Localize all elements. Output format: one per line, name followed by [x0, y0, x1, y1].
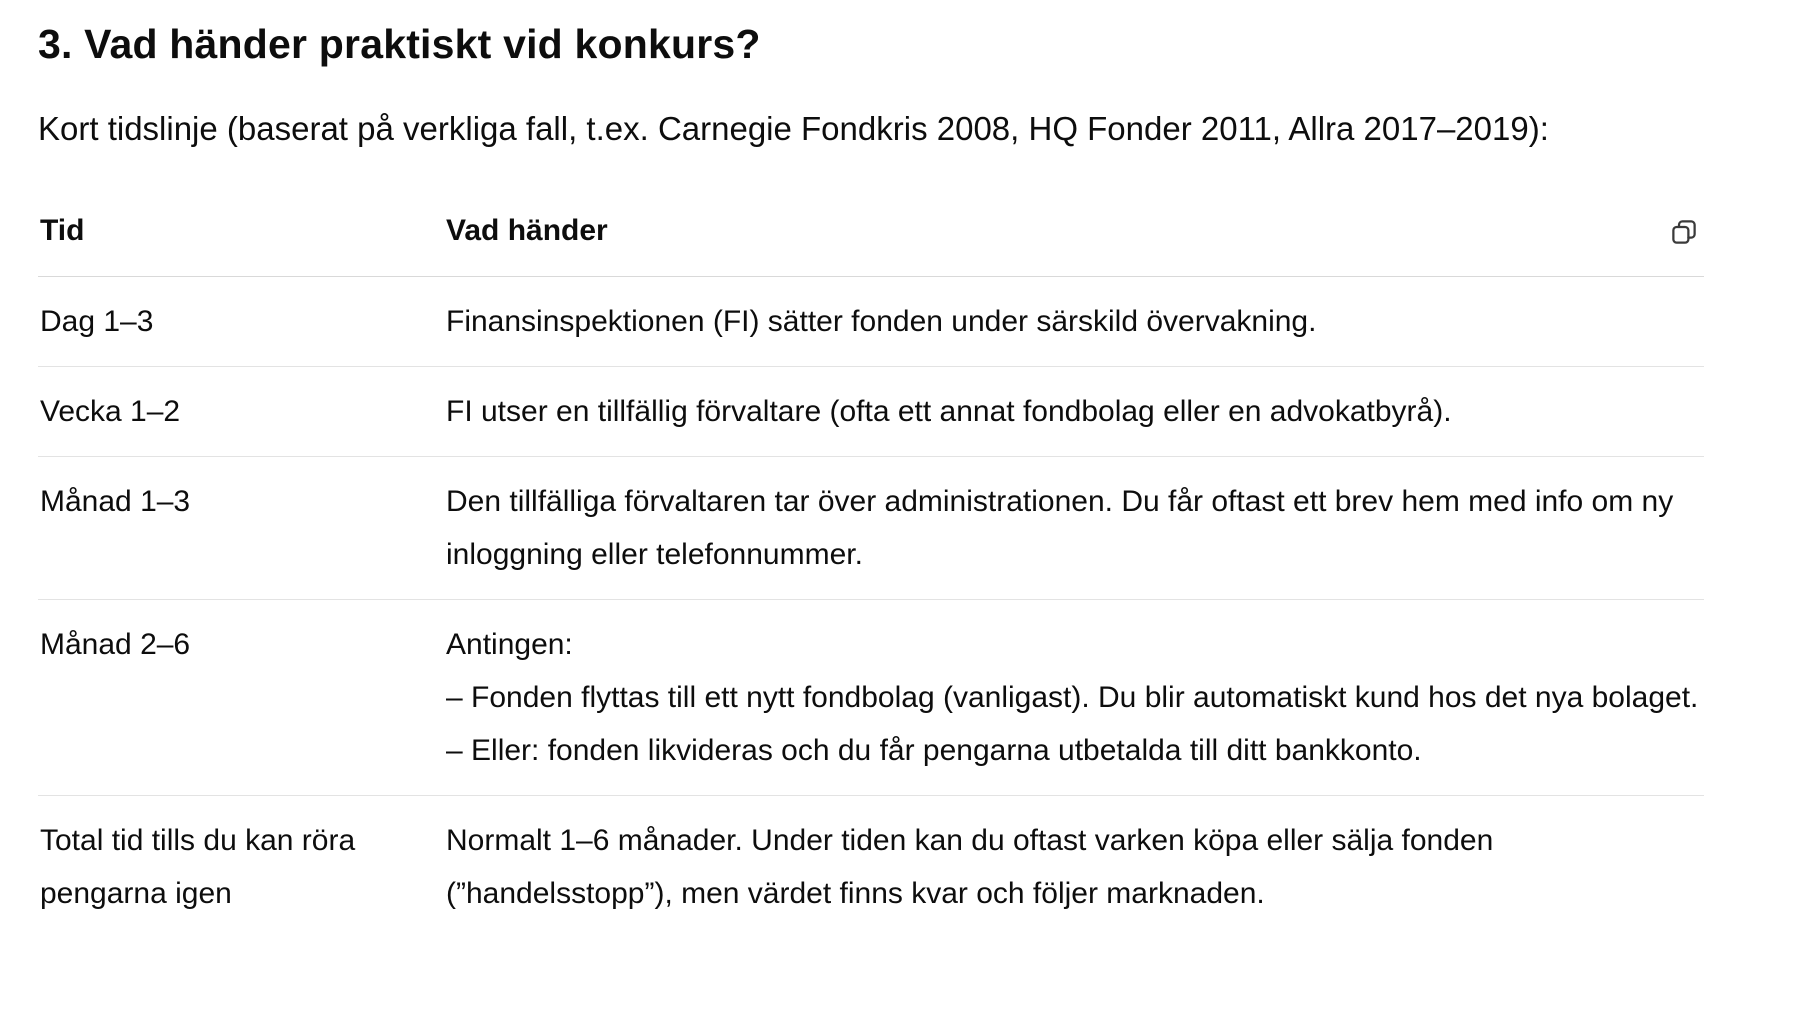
table-row: [38, 367, 1704, 457]
section-intro: Kort tidslinje (baserat på verkliga fall, t.ex. Carnegie Fondkris 2008, HQ Fonder 2011, Allra 2017–2019):: [38, 110, 1549, 147]
cell-line: – Fonden flyttas till ett nytt fondbolag (vanligast). Du blir automatiskt kund hos det nya bolaget.: [446, 681, 1699, 714]
cell-what: [444, 600, 1704, 796]
cell-line: FI utser en tillfällig förvaltare (ofta ett annat fondbolag eller en advokatbyrå).: [446, 395, 1452, 428]
cell-line: Den tillfälliga förvaltaren tar över administrationen. Du får oftast ett brev hem med info om ny inloggning eller telefonnummer.: [446, 485, 1674, 571]
cell-line: Antingen:: [446, 628, 573, 661]
table-row: [38, 796, 1704, 939]
cell-time: Total tid tills du kan röra pengarna igen: [40, 824, 356, 910]
copy-table-button[interactable]: [1664, 212, 1704, 252]
cell-line: Normalt 1–6 månader. Under tiden kan du oftast varken köpa eller sälja fonden (”handelsstopp”), men värdet finns kvar och följer marknaden.: [446, 824, 1494, 910]
cell-time: Månad 1–3: [38, 457, 444, 600]
cell-time: Månad 2–6: [38, 600, 444, 796]
cell-what: [444, 367, 1704, 457]
table-row: [38, 600, 1704, 796]
cell-time: Dag 1–3: [38, 277, 444, 367]
timeline-table-container: [38, 186, 1704, 938]
header-time: Tid: [38, 186, 444, 277]
answer-content: [38, 0, 1704, 938]
cell-what: [444, 457, 1704, 600]
cell-line: Finansinspektionen (FI) sätter fonden under särskild övervakning.: [446, 305, 1317, 338]
cell-what: [444, 796, 1704, 939]
cell-time: Vecka 1–2: [38, 367, 444, 457]
table-header-row: [38, 186, 1704, 277]
cell-what: [444, 277, 1704, 367]
cell-line: – Eller: fonden likvideras och du får pengarna utbetalda till ditt bankkonto.: [446, 734, 1422, 767]
timeline-table: [38, 186, 1704, 938]
section-heading: 3. Vad händer praktiskt vid konkurs?: [38, 21, 761, 67]
header-what: Vad händer: [444, 186, 1704, 277]
copy-icon: [1669, 217, 1699, 247]
table-row: [38, 277, 1704, 367]
table-row: [38, 457, 1704, 600]
